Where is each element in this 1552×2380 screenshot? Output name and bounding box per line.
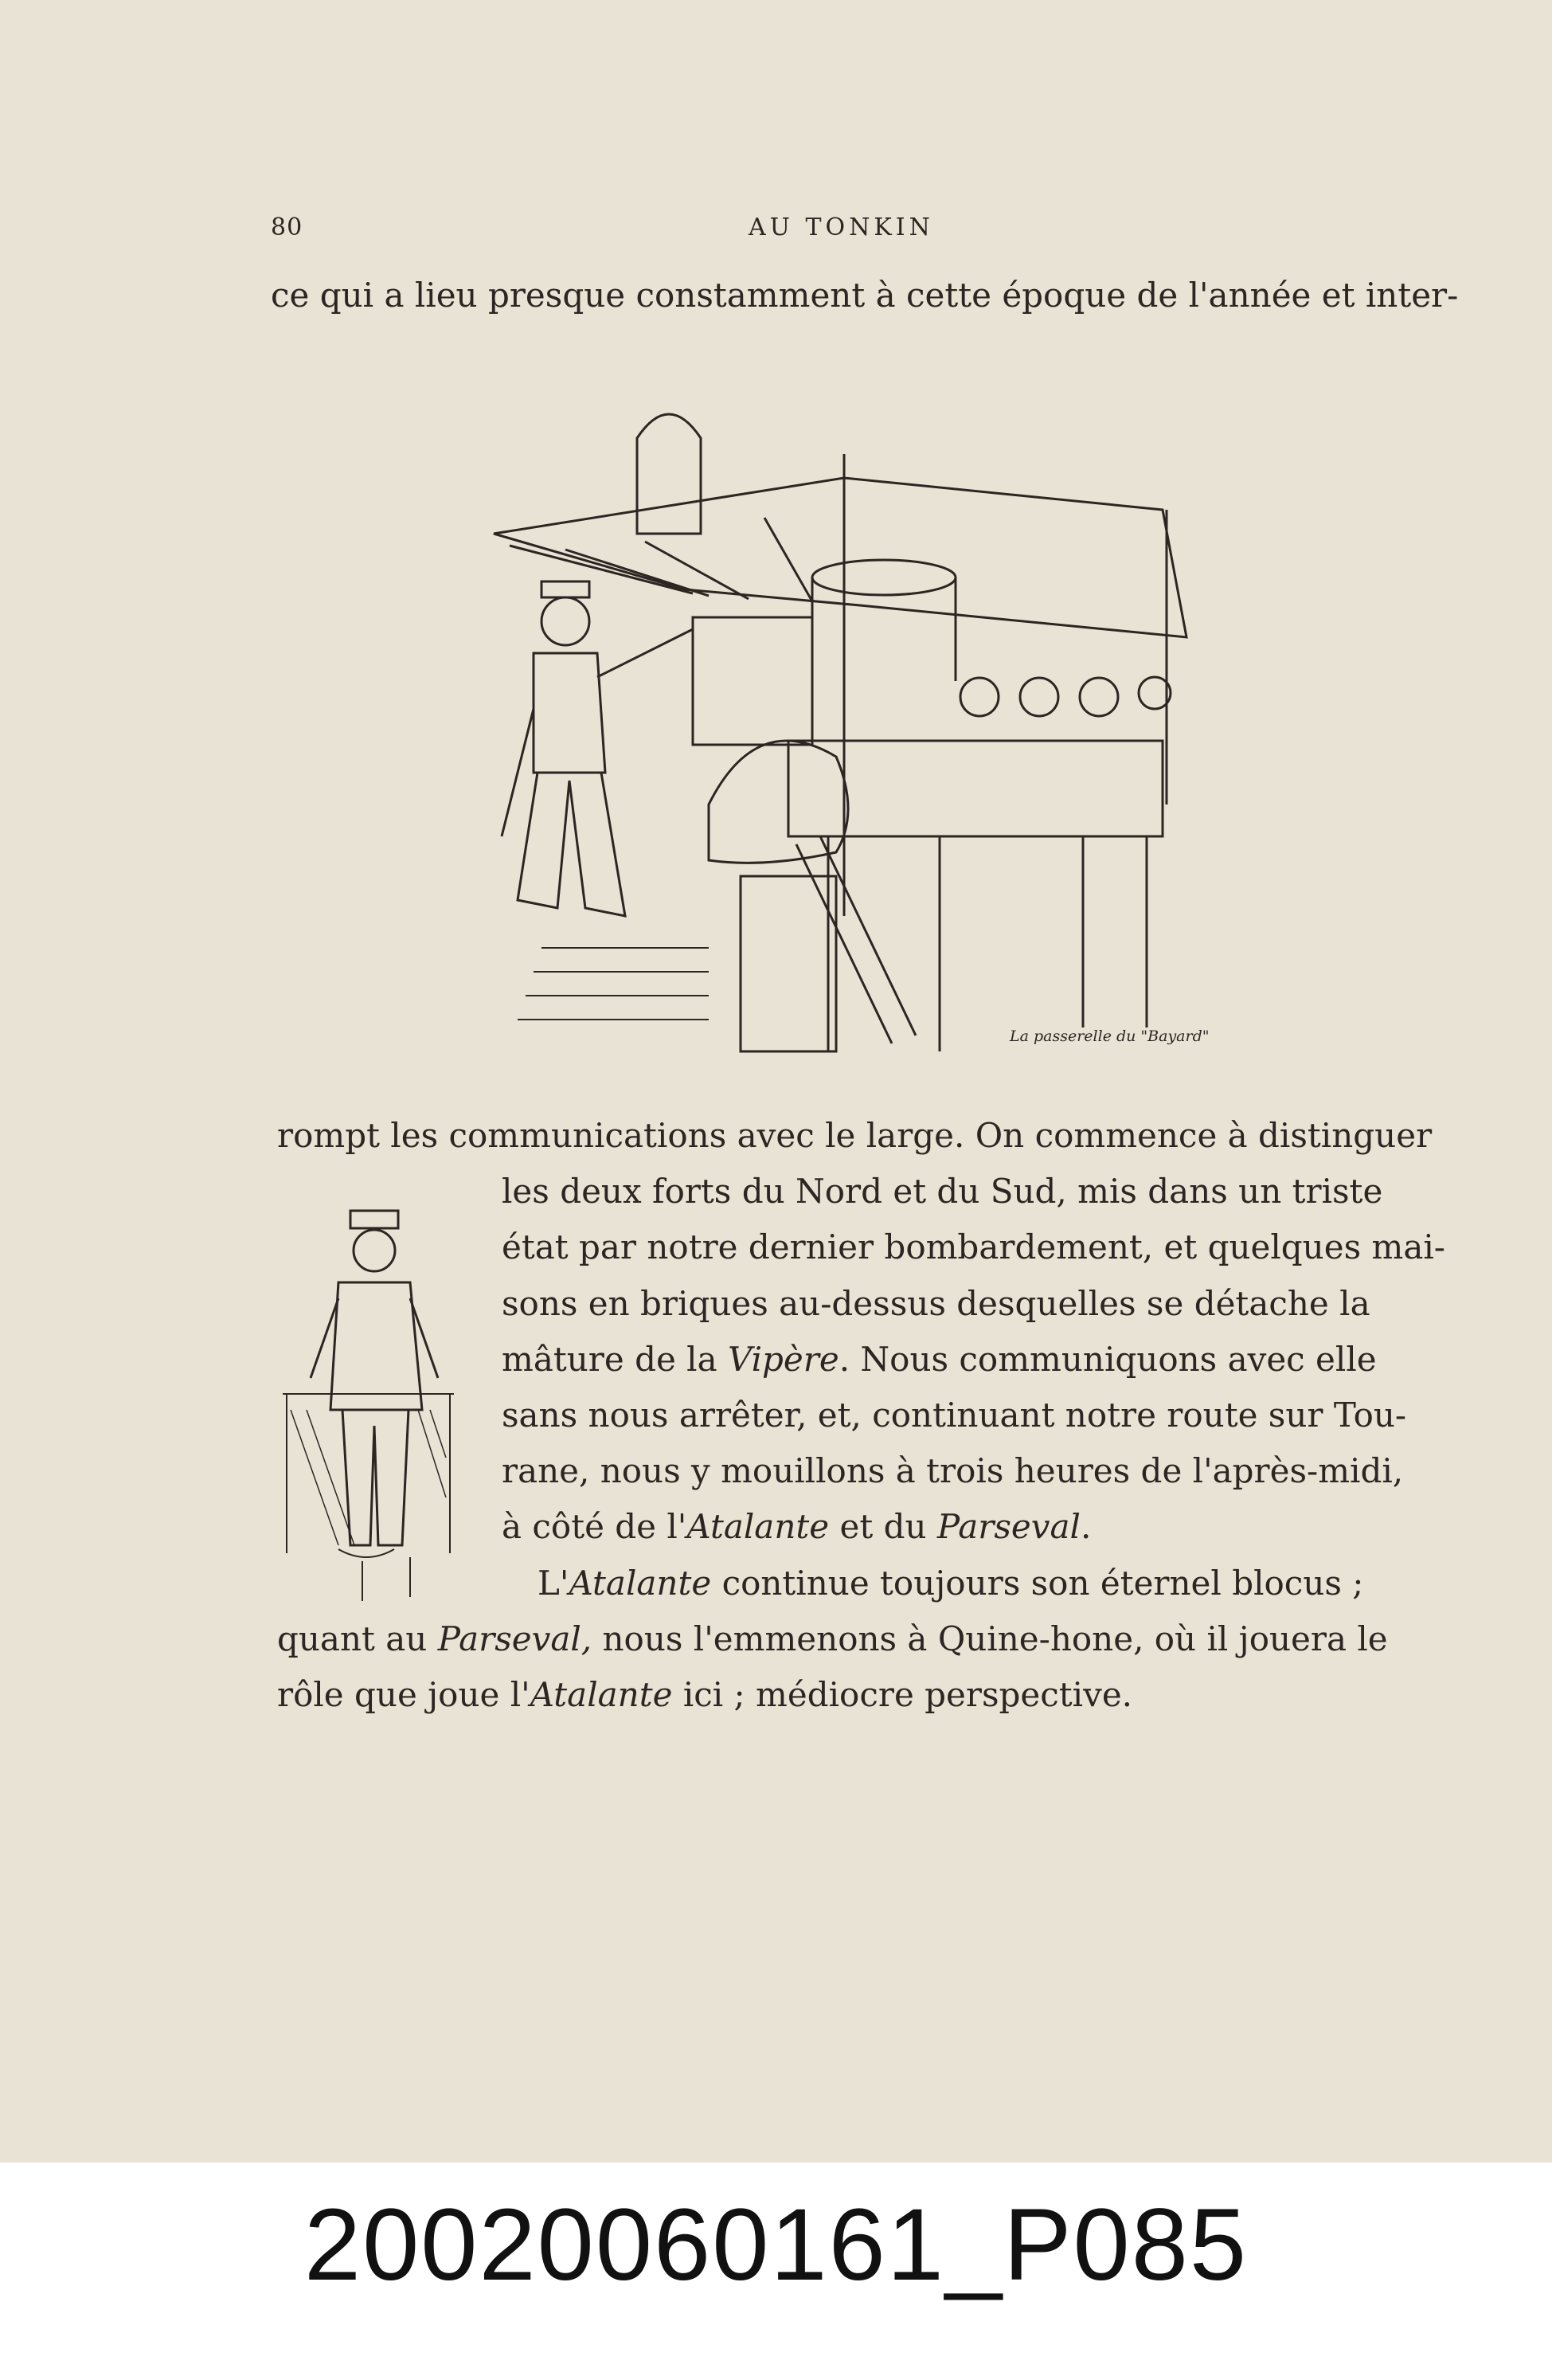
- body-line-8: rane, nous y mouillons à trois heures de l'après-midi,: [502, 1451, 1404, 1490]
- body-line-3: les deux forts du Nord et du Sud, mis dans un triste: [502, 1172, 1383, 1211]
- archive-id: 20020060161_P085: [303, 2188, 1249, 2302]
- body-line-4: état par notre dernier bombardement, et quelques mai-: [502, 1227, 1445, 1266]
- bridge-illustration: [446, 390, 1258, 1059]
- body-line-10: L'Atalante continue toujours son éternel blocus ;: [538, 1564, 1364, 1603]
- body-line-2: rompt les communications avec le large. On commence à distinguer: [277, 1116, 1433, 1155]
- body-line-6: mâture de la Vipère. Nous communiquons avec elle: [502, 1340, 1377, 1379]
- body-line-12: rôle que joue l'Atalante ici ; médiocre perspective.: [277, 1675, 1133, 1714]
- running-title: AU TONKIN: [749, 213, 934, 241]
- body-line-5: sons en briques au-dessus desquelles se détache la: [502, 1284, 1370, 1323]
- body-line-11: quant au Parseval, nous l'emmenons à Quine-hone, où il jouera le: [277, 1619, 1388, 1658]
- ship-name-vipere: Vipère: [728, 1340, 839, 1379]
- illustration-caption: La passerelle du "Bayard": [1010, 1028, 1210, 1045]
- body-line-7: sans nous arrêter, et, continuant notre route sur Tou-: [502, 1396, 1407, 1435]
- body-line-9: à côté de l'Atalante et du Parseval.: [502, 1507, 1092, 1546]
- sailor-illustration: [275, 1195, 462, 1609]
- page-number: 80: [271, 213, 303, 241]
- body-line-1: ce qui a lieu presque constamment à cette époque de l'année et inter-: [271, 276, 1459, 315]
